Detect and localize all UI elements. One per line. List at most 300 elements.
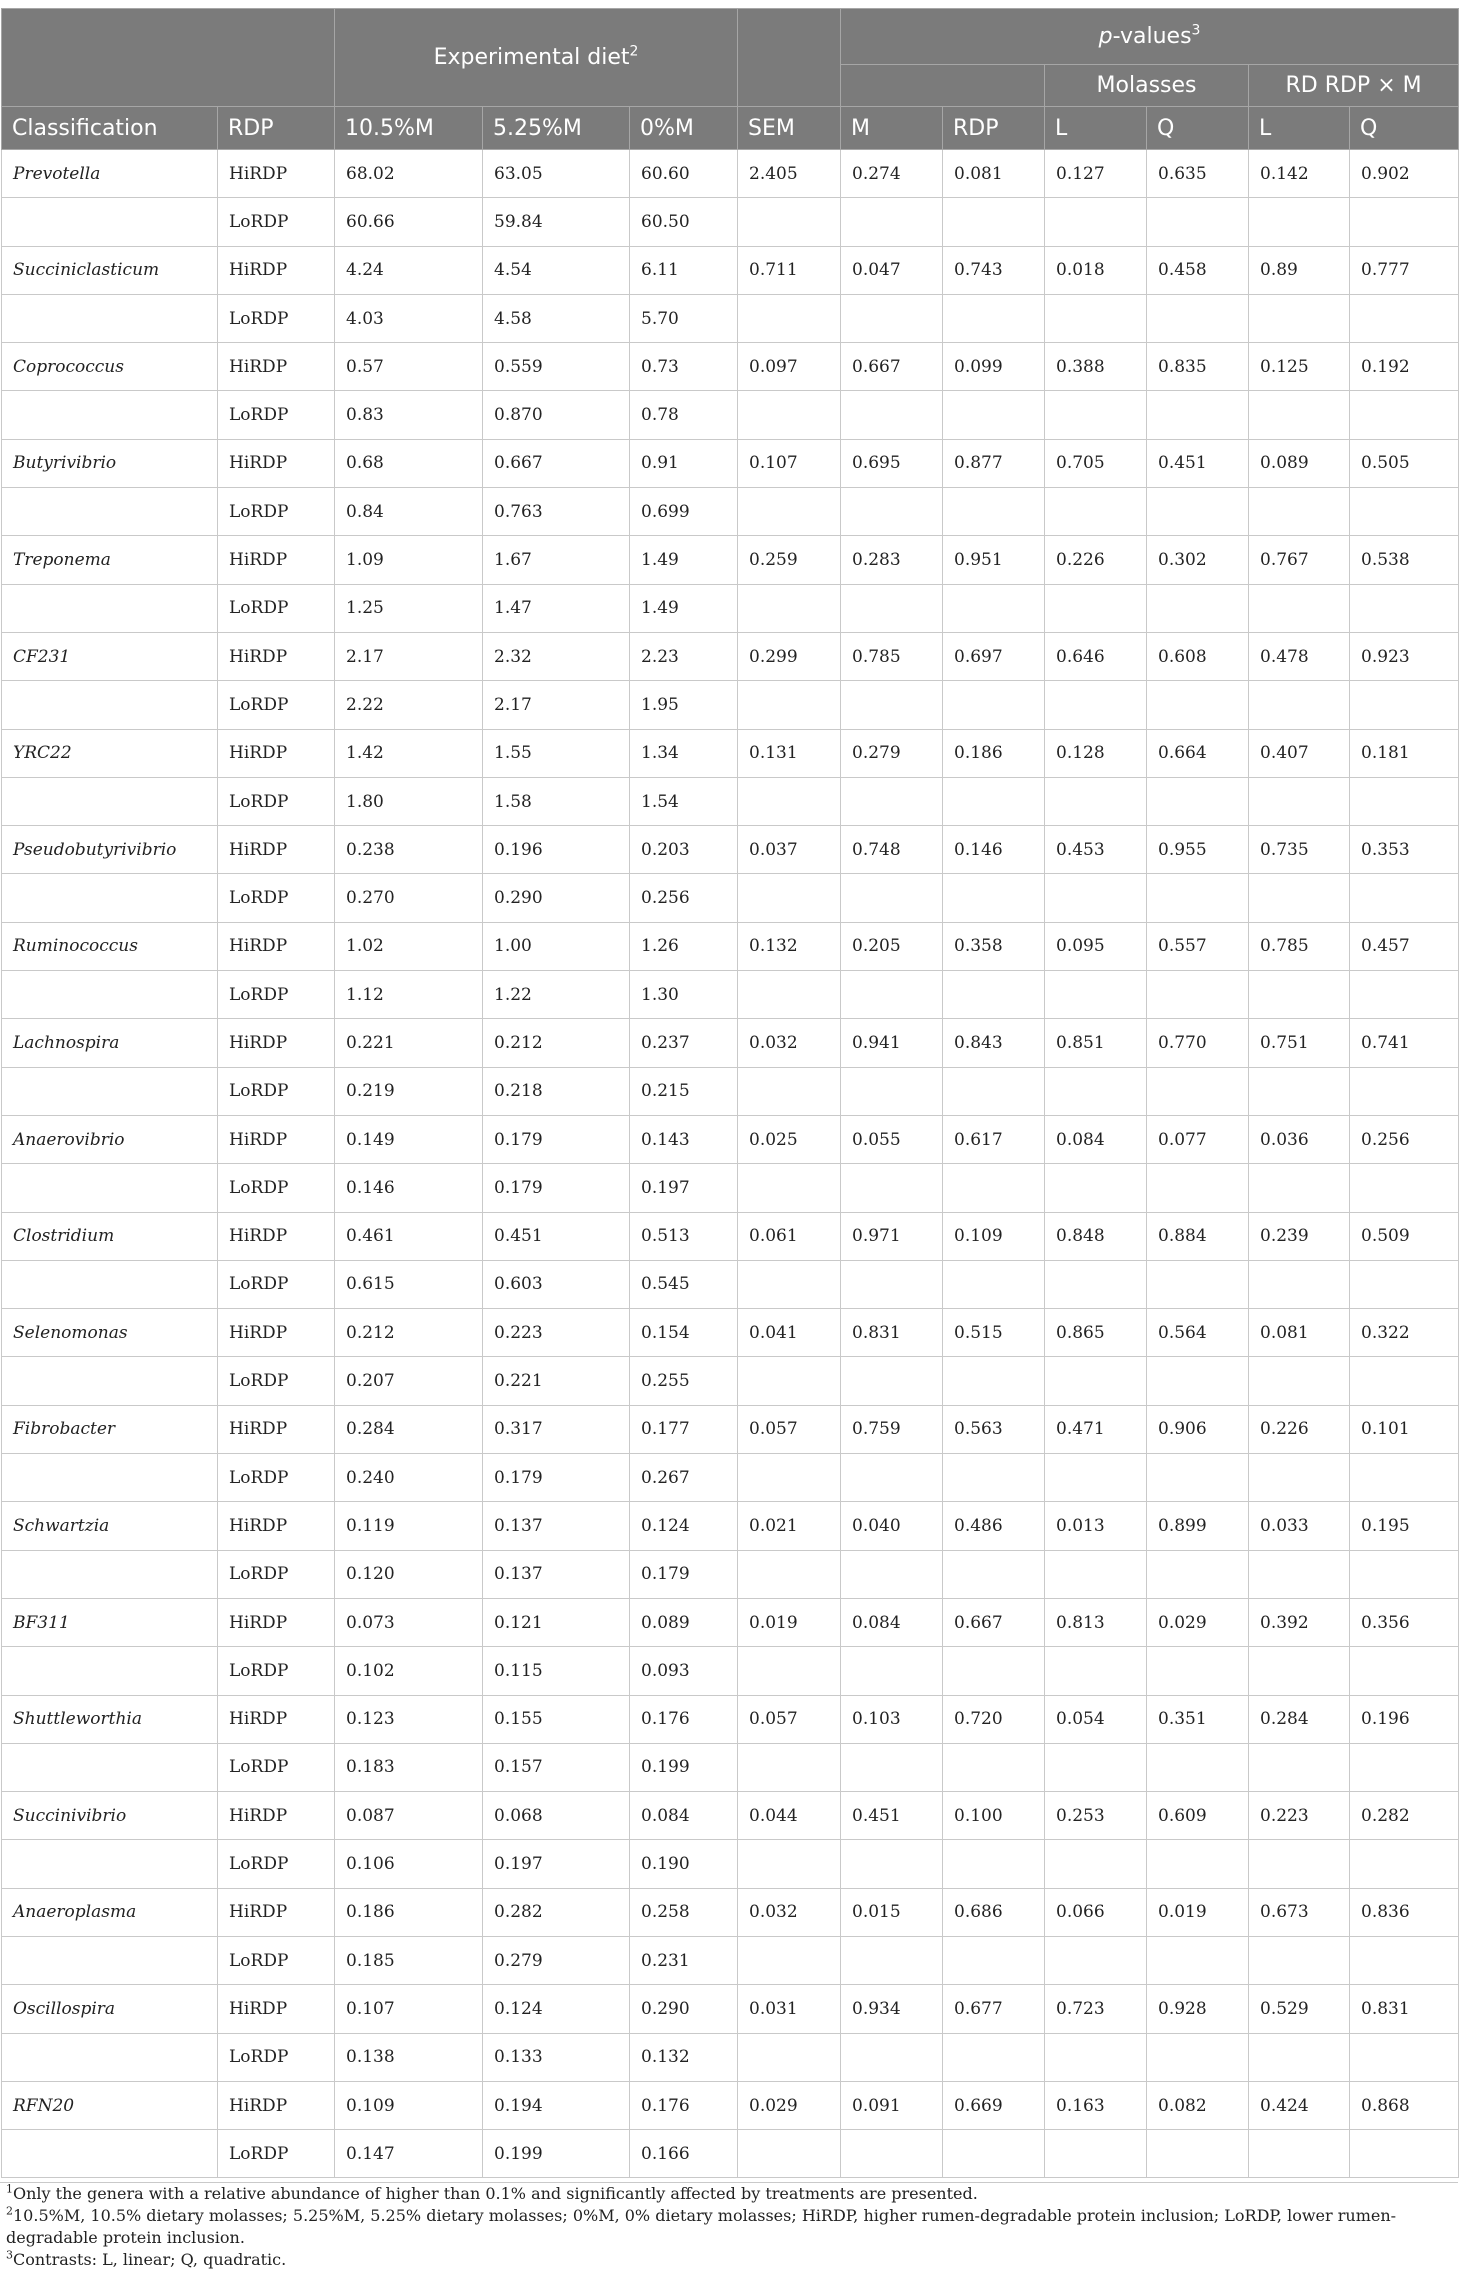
value-0-m: 0.199 bbox=[630, 1743, 738, 1791]
value-interaction-q-blank bbox=[1350, 488, 1459, 536]
value-interaction-q-blank bbox=[1350, 1550, 1459, 1598]
value-5-25-m: 0.068 bbox=[483, 1792, 630, 1840]
value-molasses-l-blank bbox=[1045, 1647, 1147, 1695]
value-molasses-l-blank bbox=[1045, 1743, 1147, 1791]
value-molasses-q: 0.635 bbox=[1147, 150, 1249, 198]
value-interaction-l-blank bbox=[1249, 2033, 1350, 2081]
value-0-m: 6.11 bbox=[630, 246, 738, 294]
value-0-m: 0.215 bbox=[630, 1067, 738, 1115]
value-5-25-m: 0.317 bbox=[483, 1405, 630, 1453]
value-interaction-l: 0.392 bbox=[1249, 1598, 1350, 1646]
value-10-5-m: 0.270 bbox=[335, 874, 483, 922]
genus-name: BF311 bbox=[2, 1598, 218, 1646]
header-pvalues bbox=[841, 9, 1459, 65]
value-molasses-q: 0.835 bbox=[1147, 343, 1249, 391]
value-5-25-m: 0.290 bbox=[483, 874, 630, 922]
value-5-25-m: 0.124 bbox=[483, 1985, 630, 2033]
value-sem: 2.405 bbox=[738, 150, 841, 198]
genus-name: Succinivibrio bbox=[2, 1792, 218, 1840]
genus-name-blank bbox=[2, 1550, 218, 1598]
rdp-level: HiRDP bbox=[218, 536, 335, 584]
value-0-m: 0.513 bbox=[630, 1212, 738, 1260]
value-10-5-m: 1.42 bbox=[335, 729, 483, 777]
value-p-m: 0.667 bbox=[841, 343, 943, 391]
value-0-m: 0.197 bbox=[630, 1164, 738, 1212]
genus-name: Oscillospira bbox=[2, 1985, 218, 2033]
value-molasses-l: 0.453 bbox=[1045, 826, 1147, 874]
value-interaction-l-blank bbox=[1249, 1454, 1350, 1502]
value-interaction-q-blank bbox=[1350, 1067, 1459, 1115]
value-p-rdp-blank bbox=[943, 1357, 1045, 1405]
footnote-text: Only the genera with a relative abundance of higher than 0.1% and significantly affected by treatments are presented. bbox=[13, 2184, 978, 2204]
value-p-m-blank bbox=[841, 488, 943, 536]
table-row bbox=[2, 922, 1459, 970]
table-row bbox=[2, 536, 1459, 584]
rdp-level: LoRDP bbox=[218, 1840, 335, 1888]
value-interaction-l: 0.751 bbox=[1249, 1019, 1350, 1067]
value-molasses-l: 0.163 bbox=[1045, 2081, 1147, 2129]
value-interaction-q-blank bbox=[1350, 874, 1459, 922]
genus-name-blank bbox=[2, 2033, 218, 2081]
header-molasses: Molasses bbox=[1045, 65, 1249, 107]
value-interaction-l-blank bbox=[1249, 777, 1350, 825]
value-molasses-l: 0.851 bbox=[1045, 1019, 1147, 1067]
value-5-25-m: 0.121 bbox=[483, 1598, 630, 1646]
value-0-m: 0.190 bbox=[630, 1840, 738, 1888]
value-interaction-l-blank bbox=[1249, 1357, 1350, 1405]
rdp-level: LoRDP bbox=[218, 1454, 335, 1502]
value-p-rdp-blank bbox=[943, 1164, 1045, 1212]
value-interaction-l-blank bbox=[1249, 1164, 1350, 1212]
value-molasses-q-blank bbox=[1147, 198, 1249, 246]
genus-name-blank bbox=[2, 1840, 218, 1888]
value-p-rdp: 0.109 bbox=[943, 1212, 1045, 1260]
table-row bbox=[2, 1164, 1459, 1212]
value-sem-blank bbox=[738, 1164, 841, 1212]
value-10-5-m: 0.212 bbox=[335, 1309, 483, 1357]
value-sem: 0.259 bbox=[738, 536, 841, 584]
value-interaction-q: 0.322 bbox=[1350, 1309, 1459, 1357]
value-p-m-blank bbox=[841, 874, 943, 922]
value-10-5-m: 0.461 bbox=[335, 1212, 483, 1260]
value-interaction-q: 0.192 bbox=[1350, 343, 1459, 391]
value-interaction-q-blank bbox=[1350, 1743, 1459, 1791]
rdp-level: LoRDP bbox=[218, 1936, 335, 1984]
value-interaction-q: 0.195 bbox=[1350, 1502, 1459, 1550]
genus-name-blank bbox=[2, 1260, 218, 1308]
value-sem: 0.299 bbox=[738, 632, 841, 680]
genus-name-blank bbox=[2, 971, 218, 1019]
col-header-classification: Classification bbox=[2, 107, 218, 150]
value-5-25-m: 0.179 bbox=[483, 1115, 630, 1163]
value-molasses-q: 0.664 bbox=[1147, 729, 1249, 777]
table-row bbox=[2, 150, 1459, 198]
value-interaction-q: 0.457 bbox=[1350, 922, 1459, 970]
rdp-level: HiRDP bbox=[218, 826, 335, 874]
value-p-rdp: 0.358 bbox=[943, 922, 1045, 970]
value-0-m: 0.089 bbox=[630, 1598, 738, 1646]
value-molasses-l: 0.095 bbox=[1045, 922, 1147, 970]
value-molasses-l-blank bbox=[1045, 294, 1147, 342]
value-0-m: 0.258 bbox=[630, 1888, 738, 1936]
value-molasses-l-blank bbox=[1045, 1550, 1147, 1598]
value-molasses-q: 0.884 bbox=[1147, 1212, 1249, 1260]
value-0-m: 0.78 bbox=[630, 391, 738, 439]
value-sem-blank bbox=[738, 971, 841, 1019]
value-0-m: 60.60 bbox=[630, 150, 738, 198]
value-p-m-blank bbox=[841, 584, 943, 632]
table-row bbox=[2, 1309, 1459, 1357]
value-interaction-l: 0.239 bbox=[1249, 1212, 1350, 1260]
value-molasses-q-blank bbox=[1147, 1743, 1249, 1791]
value-molasses-q-blank bbox=[1147, 488, 1249, 536]
genus-name: Succiniclasticum bbox=[2, 246, 218, 294]
value-sem-blank bbox=[738, 1840, 841, 1888]
value-molasses-q-blank bbox=[1147, 1357, 1249, 1405]
value-0-m: 0.176 bbox=[630, 2081, 738, 2129]
value-10-5-m: 0.207 bbox=[335, 1357, 483, 1405]
value-5-25-m: 0.218 bbox=[483, 1067, 630, 1115]
value-10-5-m: 0.615 bbox=[335, 1260, 483, 1308]
value-p-m: 0.279 bbox=[841, 729, 943, 777]
value-p-rdp-blank bbox=[943, 777, 1045, 825]
value-p-rdp: 0.843 bbox=[943, 1019, 1045, 1067]
value-10-5-m: 4.24 bbox=[335, 246, 483, 294]
value-sem-blank bbox=[738, 391, 841, 439]
table-row bbox=[2, 729, 1459, 777]
footnote-text: Contrasts: L, linear; Q, quadratic. bbox=[13, 2250, 287, 2270]
value-10-5-m: 0.147 bbox=[335, 2130, 483, 2178]
value-p-m: 0.971 bbox=[841, 1212, 943, 1260]
experimental-diet-label: Experimental diet bbox=[433, 45, 630, 70]
value-molasses-q-blank bbox=[1147, 1936, 1249, 1984]
value-0-m: 0.267 bbox=[630, 1454, 738, 1502]
value-interaction-q: 0.356 bbox=[1350, 1598, 1459, 1646]
value-interaction-l-blank bbox=[1249, 874, 1350, 922]
value-10-5-m: 0.138 bbox=[335, 2033, 483, 2081]
value-5-25-m: 1.67 bbox=[483, 536, 630, 584]
value-interaction-l-blank bbox=[1249, 198, 1350, 246]
value-0-m: 0.256 bbox=[630, 874, 738, 922]
value-molasses-l: 0.813 bbox=[1045, 1598, 1147, 1646]
value-0-m: 0.237 bbox=[630, 1019, 738, 1067]
table-row bbox=[2, 1888, 1459, 1936]
genera-abundance-table bbox=[1, 8, 1459, 2178]
rdp-level: HiRDP bbox=[218, 1212, 335, 1260]
value-interaction-l-blank bbox=[1249, 1550, 1350, 1598]
value-10-5-m: 0.240 bbox=[335, 1454, 483, 1502]
table-row bbox=[2, 1743, 1459, 1791]
value-interaction-l-blank bbox=[1249, 971, 1350, 1019]
value-5-25-m: 0.133 bbox=[483, 2033, 630, 2081]
value-molasses-q-blank bbox=[1147, 294, 1249, 342]
rdp-level: LoRDP bbox=[218, 1743, 335, 1791]
value-interaction-l: 0.673 bbox=[1249, 1888, 1350, 1936]
value-0-m: 0.203 bbox=[630, 826, 738, 874]
genus-name-blank bbox=[2, 681, 218, 729]
value-10-5-m: 0.221 bbox=[335, 1019, 483, 1067]
value-interaction-q: 0.196 bbox=[1350, 1695, 1459, 1743]
value-sem-blank bbox=[738, 874, 841, 922]
value-molasses-q-blank bbox=[1147, 874, 1249, 922]
value-molasses-q-blank bbox=[1147, 1164, 1249, 1212]
genus-name: Anaeroplasma bbox=[2, 1888, 218, 1936]
value-molasses-q: 0.608 bbox=[1147, 632, 1249, 680]
value-interaction-l: 0.033 bbox=[1249, 1502, 1350, 1550]
value-interaction-q: 0.282 bbox=[1350, 1792, 1459, 1840]
rdp-level: LoRDP bbox=[218, 391, 335, 439]
value-5-25-m: 0.194 bbox=[483, 2081, 630, 2129]
value-molasses-q-blank bbox=[1147, 1260, 1249, 1308]
genus-name-blank bbox=[2, 1067, 218, 1115]
col-header-molasses-q: Q bbox=[1147, 107, 1249, 150]
value-molasses-q: 0.770 bbox=[1147, 1019, 1249, 1067]
value-10-5-m: 0.106 bbox=[335, 1840, 483, 1888]
table-row bbox=[2, 1212, 1459, 1260]
value-interaction-q: 0.836 bbox=[1350, 1888, 1459, 1936]
rdp-level: LoRDP bbox=[218, 874, 335, 922]
value-5-25-m: 0.137 bbox=[483, 1502, 630, 1550]
value-interaction-q: 0.353 bbox=[1350, 826, 1459, 874]
value-10-5-m: 0.57 bbox=[335, 343, 483, 391]
value-p-rdp: 0.677 bbox=[943, 1985, 1045, 2033]
value-molasses-q-blank bbox=[1147, 971, 1249, 1019]
value-sem-blank bbox=[738, 1260, 841, 1308]
rdp-level: HiRDP bbox=[218, 1792, 335, 1840]
value-molasses-l: 0.226 bbox=[1045, 536, 1147, 584]
footnote-2 bbox=[6, 2205, 1458, 2249]
table-row bbox=[2, 1454, 1459, 1502]
value-interaction-q: 0.101 bbox=[1350, 1405, 1459, 1453]
value-p-rdp-blank bbox=[943, 681, 1045, 729]
genus-name: Pseudobutyrivibrio bbox=[2, 826, 218, 874]
table-row bbox=[2, 777, 1459, 825]
value-molasses-q: 0.557 bbox=[1147, 922, 1249, 970]
value-p-m: 0.283 bbox=[841, 536, 943, 584]
value-molasses-l: 0.013 bbox=[1045, 1502, 1147, 1550]
value-p-m-blank bbox=[841, 2130, 943, 2178]
value-interaction-l: 0.89 bbox=[1249, 246, 1350, 294]
table-row bbox=[2, 1695, 1459, 1743]
rdp-level: HiRDP bbox=[218, 246, 335, 294]
table-row bbox=[2, 1260, 1459, 1308]
table-row bbox=[2, 584, 1459, 632]
col-header-5-25-m: 5.25%M bbox=[483, 107, 630, 150]
value-p-m: 0.748 bbox=[841, 826, 943, 874]
value-sem-blank bbox=[738, 1357, 841, 1405]
value-p-rdp-blank bbox=[943, 1840, 1045, 1888]
table-row bbox=[2, 1067, 1459, 1115]
table-row bbox=[2, 1115, 1459, 1163]
value-interaction-l-blank bbox=[1249, 391, 1350, 439]
value-interaction-l: 0.284 bbox=[1249, 1695, 1350, 1743]
genus-name: YRC22 bbox=[2, 729, 218, 777]
value-molasses-l-blank bbox=[1045, 2033, 1147, 2081]
value-5-25-m: 0.212 bbox=[483, 1019, 630, 1067]
pvalues-footnote-ref: 3 bbox=[1191, 22, 1201, 39]
value-interaction-q-blank bbox=[1350, 1357, 1459, 1405]
value-p-m: 0.091 bbox=[841, 2081, 943, 2129]
value-5-25-m: 4.58 bbox=[483, 294, 630, 342]
value-molasses-l-blank bbox=[1045, 1067, 1147, 1115]
value-interaction-l: 0.089 bbox=[1249, 439, 1350, 487]
value-10-5-m: 2.17 bbox=[335, 632, 483, 680]
value-p-m: 0.785 bbox=[841, 632, 943, 680]
value-10-5-m: 0.149 bbox=[335, 1115, 483, 1163]
rdp-level: LoRDP bbox=[218, 1260, 335, 1308]
value-p-m: 0.451 bbox=[841, 1792, 943, 1840]
value-interaction-l-blank bbox=[1249, 488, 1350, 536]
value-p-m-blank bbox=[841, 1260, 943, 1308]
value-10-5-m: 1.25 bbox=[335, 584, 483, 632]
rdp-level: HiRDP bbox=[218, 922, 335, 970]
table-row bbox=[2, 439, 1459, 487]
value-interaction-l-blank bbox=[1249, 584, 1350, 632]
value-10-5-m: 0.183 bbox=[335, 1743, 483, 1791]
rdp-level: LoRDP bbox=[218, 294, 335, 342]
value-molasses-q-blank bbox=[1147, 1647, 1249, 1695]
value-p-m: 0.040 bbox=[841, 1502, 943, 1550]
table-row bbox=[2, 1647, 1459, 1695]
value-5-25-m: 0.667 bbox=[483, 439, 630, 487]
value-molasses-q: 0.082 bbox=[1147, 2081, 1249, 2129]
value-molasses-q-blank bbox=[1147, 1550, 1249, 1598]
value-p-rdp: 0.667 bbox=[943, 1598, 1045, 1646]
value-interaction-q-blank bbox=[1350, 2130, 1459, 2178]
value-p-rdp: 0.100 bbox=[943, 1792, 1045, 1840]
value-sem: 0.132 bbox=[738, 922, 841, 970]
table-row bbox=[2, 681, 1459, 729]
value-interaction-l: 0.223 bbox=[1249, 1792, 1350, 1840]
value-10-5-m: 0.119 bbox=[335, 1502, 483, 1550]
rdp-level: HiRDP bbox=[218, 1502, 335, 1550]
col-header-10-5-m: 10.5%M bbox=[335, 107, 483, 150]
value-10-5-m: 68.02 bbox=[335, 150, 483, 198]
value-p-m-blank bbox=[841, 1840, 943, 1888]
value-molasses-l: 0.388 bbox=[1045, 343, 1147, 391]
value-p-m-blank bbox=[841, 681, 943, 729]
value-p-rdp-blank bbox=[943, 391, 1045, 439]
value-0-m: 0.231 bbox=[630, 1936, 738, 1984]
value-interaction-q: 0.509 bbox=[1350, 1212, 1459, 1260]
value-sem: 0.021 bbox=[738, 1502, 841, 1550]
genus-name: Clostridium bbox=[2, 1212, 218, 1260]
value-5-25-m: 0.196 bbox=[483, 826, 630, 874]
value-interaction-q-blank bbox=[1350, 777, 1459, 825]
footnote-1 bbox=[6, 2183, 1458, 2205]
table-row bbox=[2, 391, 1459, 439]
value-molasses-l-blank bbox=[1045, 2130, 1147, 2178]
value-0-m: 60.50 bbox=[630, 198, 738, 246]
value-interaction-l: 0.785 bbox=[1249, 922, 1350, 970]
table-header bbox=[2, 9, 1459, 150]
value-5-25-m: 0.157 bbox=[483, 1743, 630, 1791]
value-interaction-q-blank bbox=[1350, 294, 1459, 342]
col-header-interaction-q: Q bbox=[1350, 107, 1459, 150]
value-0-m: 0.73 bbox=[630, 343, 738, 391]
value-molasses-q: 0.302 bbox=[1147, 536, 1249, 584]
value-interaction-q-blank bbox=[1350, 1454, 1459, 1502]
rdp-level: HiRDP bbox=[218, 1695, 335, 1743]
header-blank-left bbox=[2, 9, 335, 107]
value-molasses-q-blank bbox=[1147, 777, 1249, 825]
value-sem: 0.711 bbox=[738, 246, 841, 294]
value-5-25-m: 0.221 bbox=[483, 1357, 630, 1405]
table-row bbox=[2, 632, 1459, 680]
genus-name-blank bbox=[2, 584, 218, 632]
value-p-rdp: 0.099 bbox=[943, 343, 1045, 391]
genus-name: Prevotella bbox=[2, 150, 218, 198]
table-row bbox=[2, 971, 1459, 1019]
table-row bbox=[2, 488, 1459, 536]
rdp-level: HiRDP bbox=[218, 1405, 335, 1453]
value-molasses-l: 0.084 bbox=[1045, 1115, 1147, 1163]
table-container bbox=[0, 8, 1460, 2271]
col-header-0-m: 0%M bbox=[630, 107, 738, 150]
footnote-text: 10.5%M, 10.5% dietary molasses; 5.25%M, 5.25% dietary molasses; 0%M, 0% dietary molasses; HiRDP, higher rumen-degradable protein inclusion; LoRDP, lower rumen-degradable protein inclusion. bbox=[6, 2206, 1397, 2248]
genus-name: Coprococcus bbox=[2, 343, 218, 391]
rdp-level: HiRDP bbox=[218, 2081, 335, 2129]
genus-name-blank bbox=[2, 294, 218, 342]
value-p-m: 0.831 bbox=[841, 1309, 943, 1357]
value-molasses-q-blank bbox=[1147, 681, 1249, 729]
table-row bbox=[2, 2130, 1459, 2178]
value-0-m: 0.093 bbox=[630, 1647, 738, 1695]
value-sem: 0.061 bbox=[738, 1212, 841, 1260]
value-10-5-m: 1.09 bbox=[335, 536, 483, 584]
value-interaction-l-blank bbox=[1249, 681, 1350, 729]
value-molasses-l: 0.253 bbox=[1045, 1792, 1147, 1840]
rdp-level: LoRDP bbox=[218, 1164, 335, 1212]
value-p-m: 0.055 bbox=[841, 1115, 943, 1163]
value-sem: 0.031 bbox=[738, 1985, 841, 2033]
value-molasses-l: 0.848 bbox=[1045, 1212, 1147, 1260]
value-sem-blank bbox=[738, 198, 841, 246]
value-p-rdp: 0.877 bbox=[943, 439, 1045, 487]
value-molasses-l: 0.646 bbox=[1045, 632, 1147, 680]
value-molasses-l-blank bbox=[1045, 681, 1147, 729]
value-10-5-m: 60.66 bbox=[335, 198, 483, 246]
value-interaction-q: 0.902 bbox=[1350, 150, 1459, 198]
value-sem-blank bbox=[738, 1647, 841, 1695]
value-p-rdp: 0.515 bbox=[943, 1309, 1045, 1357]
table-row bbox=[2, 826, 1459, 874]
value-p-m: 0.934 bbox=[841, 1985, 943, 2033]
table-row bbox=[2, 1936, 1459, 1984]
value-interaction-q-blank bbox=[1350, 198, 1459, 246]
value-0-m: 0.154 bbox=[630, 1309, 738, 1357]
value-5-25-m: 0.137 bbox=[483, 1550, 630, 1598]
rdp-level: HiRDP bbox=[218, 1598, 335, 1646]
value-interaction-l-blank bbox=[1249, 1647, 1350, 1695]
value-0-m: 0.255 bbox=[630, 1357, 738, 1405]
value-interaction-l: 0.407 bbox=[1249, 729, 1350, 777]
genus-name-blank bbox=[2, 488, 218, 536]
value-p-rdp-blank bbox=[943, 874, 1045, 922]
value-sem-blank bbox=[738, 1550, 841, 1598]
table-row bbox=[2, 1502, 1459, 1550]
value-10-5-m: 1.02 bbox=[335, 922, 483, 970]
value-10-5-m: 0.68 bbox=[335, 439, 483, 487]
value-0-m: 0.179 bbox=[630, 1550, 738, 1598]
table-row bbox=[2, 1792, 1459, 1840]
rdp-level: HiRDP bbox=[218, 1115, 335, 1163]
experimental-diet-footnote-ref: 2 bbox=[629, 43, 639, 60]
value-molasses-q-blank bbox=[1147, 584, 1249, 632]
value-molasses-l-blank bbox=[1045, 874, 1147, 922]
genus-name: Butyrivibrio bbox=[2, 439, 218, 487]
table-row bbox=[2, 1357, 1459, 1405]
